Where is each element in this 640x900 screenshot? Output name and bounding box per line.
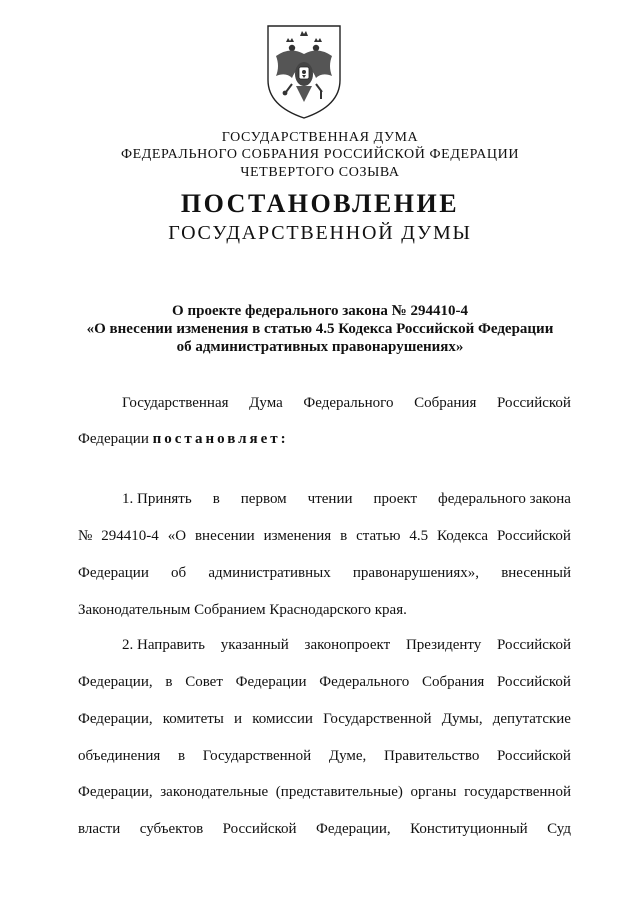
para1-line-3 [78,564,571,582]
word: Думе, [328,748,367,764]
document-issuer-title: ГОСУДАРСТВЕННОЙ ДУМЫ [168,222,472,244]
word: 4.5 [409,528,429,544]
word: Президенту [405,637,482,653]
word: в [177,748,186,764]
word: комитеты [162,711,224,727]
word: Государственной [323,711,432,727]
document-type-title: ПОСТАНОВЛЕНИЕ [180,189,460,218]
word: Федерального [319,674,410,690]
para1-line-2 [78,527,571,545]
word: Российской [497,748,571,764]
word: Думы, [441,711,483,727]
word: субъектов [139,821,204,837]
para2-line-3 [78,710,571,728]
word: государственной [464,784,571,800]
word: Государственная [122,395,229,411]
word: Федерации, [78,711,153,727]
word: Конституционный [410,821,528,837]
word: Федерации, [78,674,153,690]
word: Кодекса [437,528,489,544]
word: Федерации [235,674,307,690]
para2-line-6 [78,820,571,838]
header-line-3: ЧЕТВЕРТОГО СОЗЫВА [240,165,400,180]
word: Федерации, [316,821,391,837]
word: Федерации, [78,784,153,800]
word: внесении [194,528,255,544]
word: внесенный [501,565,571,581]
word: власти [78,821,121,837]
word: Российской [497,395,571,411]
para1-line-4: Законодательным Собранием Краснодарского края. [78,602,407,618]
word: 1. Принять [122,491,192,507]
word: первом [240,491,287,507]
header-line-2: ФЕДЕРАЛЬНОГО СОБРАНИЯ РОССИЙСКОЙ ФЕДЕРАЦИИ [120,147,520,162]
word: законодательные [160,784,269,800]
word: Собрания [414,395,477,411]
para1-line-1 [122,490,571,508]
preamble-line-1 [122,394,571,412]
coat-of-arms-emblem [262,22,346,122]
word: Собрания [422,674,485,690]
para2-line-4 [78,747,571,765]
word: Российской [497,674,571,690]
header-line-1: ГОСУДАРСТВЕННАЯ ДУМА [221,130,419,145]
word: законопроект [304,637,391,653]
word: Федерации [78,565,149,581]
para2-line-1 [122,636,571,654]
preamble-line-2-text: Федерации [78,431,149,447]
word: в [212,491,220,507]
word: изменения [263,528,332,544]
word: проект [373,491,418,507]
word: статью [356,528,401,544]
para2-line-2 [78,673,571,691]
word: депутатские [492,711,571,727]
word: Российской [497,637,571,653]
word: органы [410,784,457,800]
word: (представительные) [275,784,403,800]
word: комиссии [252,711,313,727]
word: 2. Направить [122,637,205,653]
word: федерального закона [438,491,571,507]
word: указанный [220,637,289,653]
word: Правительство [383,748,480,764]
word: Дума [249,395,283,411]
word: административных [208,565,331,581]
word: Суд [547,821,571,837]
word: и [234,711,243,727]
word: № [78,528,93,544]
word: чтении [307,491,353,507]
word: Совет [185,674,223,690]
word: об [171,565,187,581]
preamble-line-2 [78,430,571,448]
subject-line-3: об административных правонарушениях» [176,339,464,355]
word: Федерального [303,395,394,411]
word: объединения [78,748,161,764]
subject-line-1: О проекте федерального закона № 294410-4 [172,303,468,319]
para2-line-5 [78,783,571,801]
word: Российской [497,528,571,544]
decree-word: постановляет: [152,431,289,447]
word: Государственной [202,748,312,764]
subject-line-2: «О внесении изменения в статью 4.5 Кодекса Российской Федерации [86,321,554,337]
word: правонарушениях», [352,565,479,581]
word: в [165,674,173,690]
word: «О [167,528,187,544]
word: Российской [222,821,297,837]
word: 294410-4 [101,528,159,544]
word: в [340,528,348,544]
